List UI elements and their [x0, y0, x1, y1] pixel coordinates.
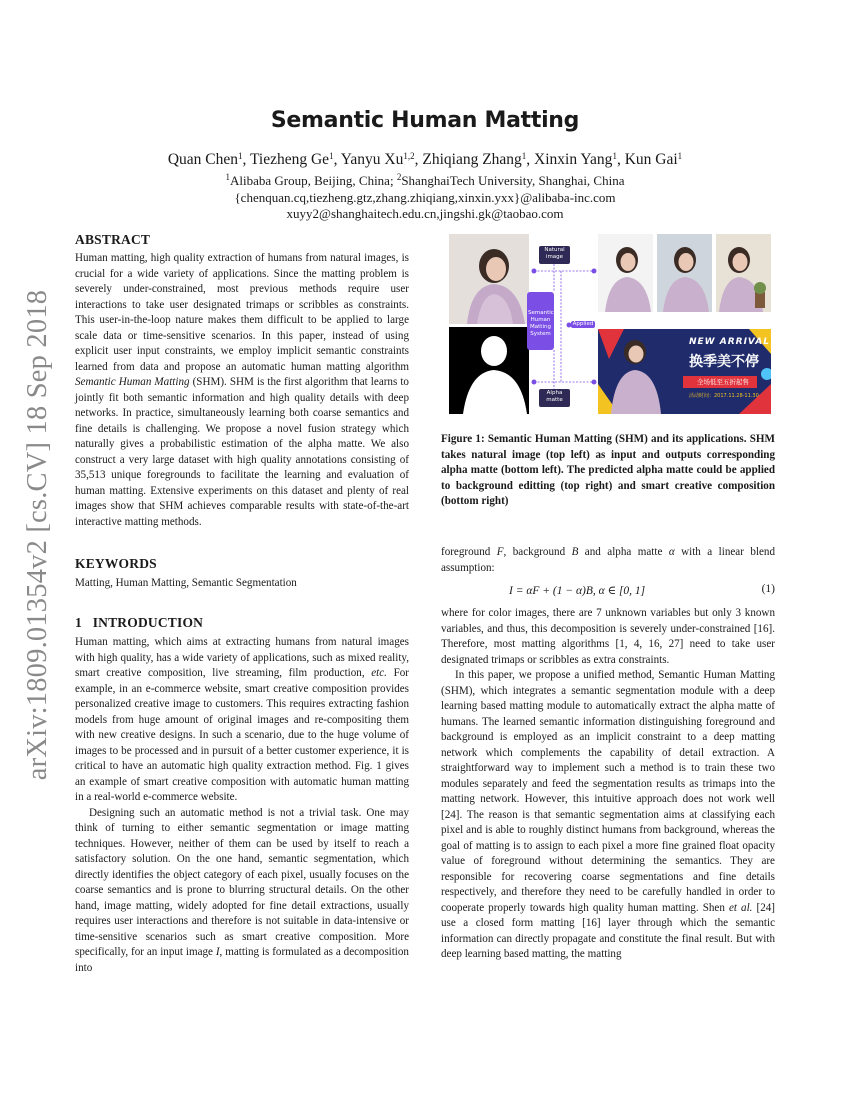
author-affiliation-mark: 1 [521, 151, 527, 161]
abstract-paragraph [75, 251, 409, 530]
right-paragraph-2: where for color images, there are 7 unknown variables but only 3 known variables, and thus, this decomposition is severely under-constrained [16]. Therefore, most matting algorithms [1, 4, 16, 27] need to take user designated trimaps or scribbles as extra constraints. [441, 607, 775, 666]
abstract-text: Human matting, high quality extraction of humans from natural images, is crucial for a wide variety of applications. Since the matting problem is severely under-constrained, most previous methods require user interactions to take user designated trimaps or scribbles as constraints. This user-in-the-loop nature makes them difficult to be applied to large scale data or time-sensitive scenarios. In this paper, instead of using explicit user input constraints, we employ implicit semantic constraints learned from data and propose an automatic human matting algorithm [75, 252, 409, 373]
arxiv-stamp [13, 290, 63, 780]
body-text: [24] use a closed form matting [16] layer through which the semantic information can directly propagate and constitute the final result. But with deep learning based matting, the matting [441, 901, 775, 960]
author-name: Xinxin Yang [534, 151, 613, 168]
body-text: foreground [441, 546, 497, 558]
banner-title-cn: 换季美不停 [689, 354, 759, 370]
figure-caption: Figure 1: Semantic Human Matting (SHM) and its applications. SHM takes natural image (top left) as input and outputs corresponding alpha matte (bottom left). The predicted alpha matte could be applied to background editting (top right) and smart creative composition (bottom right) [441, 433, 775, 507]
alpha-matte-label: Alpha matte [540, 390, 569, 404]
banner-subtitle-cn: 全场低至五折起售 [697, 378, 749, 386]
paper-title: Semantic Human Matting [270, 108, 580, 133]
body-text: , background [503, 546, 572, 558]
author-name: Yanyu Xu [340, 151, 404, 168]
intro-text: Designing such an automatic method is not a trivial task. One may think of turning to either semantic segmentation or image matting techniques. However, neither of them can be used by itself to reach a satisfactory solution. On the one hand, semantic segmentation, which directly identifies the object category of each pixel, usually focuses on the coarse semantics and is prone to blurring structural details. On the other hand, image matting, widely adopted for fine detail extractions, usually requires user interactions and therefore is not suitable in data-intensive or time-sensitive scenarios such as smart creative composition. More specifically, for an input image [75, 806, 409, 958]
affiliations [0, 173, 850, 189]
author-list: Quan Chen$^1$, Tiezheng Ge$^1$, Yanyu Xu$^{1,2}$, Zhiqiang Zhang$^1$, Xinxin Yang$^1$, Kun Gai$^1$ [167, 151, 683, 168]
body-text: In this paper, we propose a unified method, Semantic Human Matting (SHM), which integrates a semantic segmentation module with a deep learning based matting module to automatically extract the alpha matte of humans. The learned semantic information distinguishing foreground and background is employed as an implicit constraint to a deep matting network which complements the capability of detail extraction. A straightforward way to implement such a method is to train these two modules separately and feed the segmentation results as trimaps into the matting network. However, this intuitive approach does not work well [24]. The reason is that semantic segmentation aims at classifying each pixel and is able to roughly distinct humans from background, whereas the goal of matting is to assign to each pixel a more fine grained float opacity value of foreground without determining the semantics. They are responsible for recovering coarse segmentations and fine details respectively, and therefore they need to be carefully handled in order to cooperate properly towards high quality human matting. Shen [441, 669, 775, 914]
intro-emph: I [215, 946, 220, 958]
section-heading-introduction [75, 615, 203, 631]
symbol-F: F [496, 546, 504, 558]
right-body [441, 606, 775, 963]
figure-1 [449, 234, 771, 414]
author-name: Tiezheng Ge [250, 151, 330, 168]
body-emph: et al. [728, 901, 753, 914]
body-text: with a linear blend assumption: [441, 546, 776, 574]
affiliation-1: Alibaba Group, Beijing, China; [230, 173, 397, 188]
alpha-matte-photo [449, 327, 529, 414]
intro-paragraph-1 [75, 635, 409, 806]
symbol-B: B [571, 546, 579, 558]
author-affiliation-mark: 1,2 [403, 151, 415, 161]
applied-label: Applied [572, 321, 594, 327]
intro-paragraph-2 [75, 806, 409, 977]
intro-emph: etc. [371, 667, 387, 679]
natural-image-photo [449, 234, 529, 324]
author-name: Quan Chen [167, 151, 239, 168]
body-text: and alpha matte [578, 546, 669, 558]
background-edit-photo-1 [598, 234, 653, 312]
background-edit-photo-3 [716, 234, 771, 312]
author-name: Kun Gai [624, 151, 678, 168]
abstract-method-name: Semantic Human Matting [75, 376, 190, 388]
affiliation-mark: 1 [225, 172, 230, 182]
introduction-body [75, 635, 409, 976]
equation-number: (1) [761, 583, 775, 595]
email-line: {chenquan.cq,tiezheng.gtz,zhang.zhiqiang,xinxin.yxx}@alibaba-inc.com [234, 190, 616, 205]
abstract-heading: ABSTRACT [75, 232, 151, 247]
right-paragraph-1 [441, 545, 775, 576]
banner-time: 活动时间：2017.11.28-11.30 [689, 393, 759, 399]
natural-image-label: Natural image [540, 247, 569, 261]
background-edit-photo-2 [657, 234, 712, 312]
section-title: INTRODUCTION [92, 615, 204, 630]
author-affiliation-mark: 1 [612, 151, 617, 161]
affiliation-mark: 2 [396, 172, 402, 182]
keywords-heading: KEYWORDS [75, 556, 157, 571]
intro-text: For example, in an e-commerce website, smart creative composition provides personalized creative image to customers. This requires extracting fashion models from huge amount of original images and re-compositing them with new creative designs. In such a scenario, due to the huge volume of images to be processed and in pursuit of a better customer experience, it is critical to have an automatic high quality extraction method. Fig. 1 gives an example of smart creative composition with automatic human matting in a real-world e-commerce website. [75, 667, 409, 803]
abstract-text: (SHM). SHM is the first algorithm that learns to jointly fit both semantic information and high quality details with deep networks. In practice, simultaneously learning both coarse semantics and fine details is challenging. We propose a novel fusion strategy which naturally gives a probabilistic estimation of the alpha matte. We also construct a very large dataset with high quality annotations consisting of 35,513 unique foregrounds to facilitate the learning and evaluation of human matting. Extensive experiments on this dataset and plenty of real images show that SHM achieves comparable results with state-of-the-art interactive matting methods. [75, 376, 409, 528]
right-paragraph-3 [441, 668, 775, 963]
symbol-alpha: α [668, 546, 675, 558]
author-affiliation-mark: 1 [238, 151, 243, 161]
equation-body: I = αF + (1 − α)B, α ∈ [0, 1] [509, 585, 646, 597]
banner-title-en: NEW ARRIVAL [689, 337, 770, 347]
intro-text: , matting is formulated as a decomposition into [75, 946, 409, 974]
author-affiliation-mark: 1 [677, 151, 683, 161]
affiliation-2: ShanghaiTech University, Shanghai, China [401, 173, 625, 188]
section-number: 1 [75, 615, 82, 630]
author-affiliation-mark: 1 [329, 151, 334, 161]
arxiv-stamp-text: arXiv:1809.01354v2 [cs.CV] 18 Sep 2018 [22, 289, 53, 781]
author-name: Zhiqiang Zhang [422, 151, 522, 168]
figure-1-graphic [449, 234, 771, 414]
intro-text: Human matting, which aims at extracting humans from natural images with high quality, has a wide variety of applications, such as mixed reality, smart creative composition, live streaming, film production, [75, 636, 409, 679]
email-line: xuyy2@shanghaitech.edu.cn,jingshi.gk@taobao.com [286, 206, 564, 221]
abstract-body [75, 251, 409, 530]
keywords-text: Matting, Human Matting, Semantic Segmentation [75, 577, 297, 589]
system-label: Semantic Human Matting System [528, 310, 554, 337]
